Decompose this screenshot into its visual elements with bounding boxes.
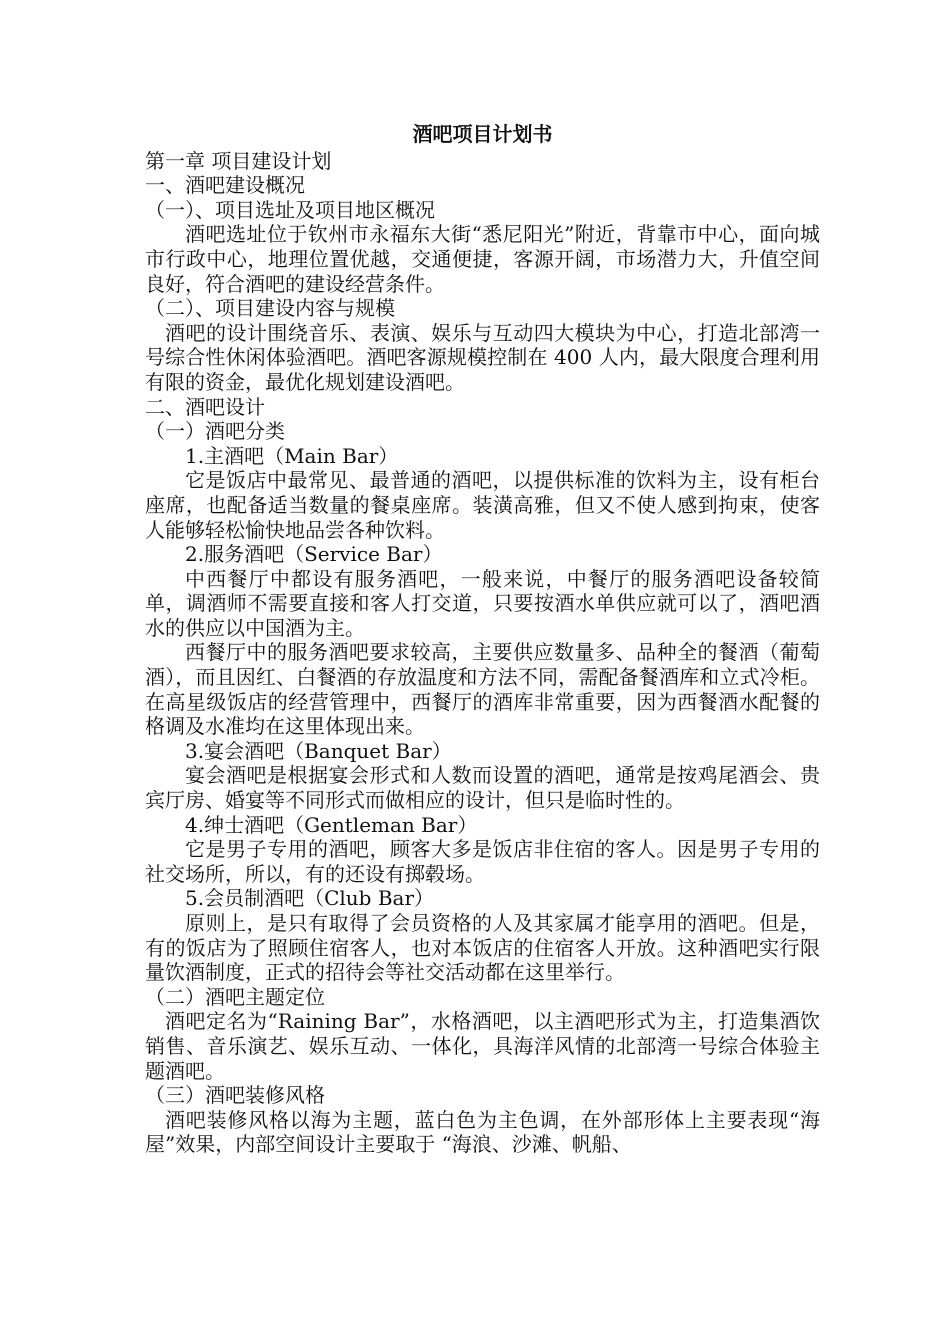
subsection-heading-site: （一）、项目选址及项目地区概况 <box>145 197 435 222</box>
paragraph-style: 酒吧装修风格以海为主题，蓝白色为主色调，在外部形体上主要表现“海屋”效果，内部空间设计主要取于 “海浪、沙滩、帆船、 <box>145 1107 820 1157</box>
bar-type-text-gentleman: 它是男子专用的酒吧，顾客大多是饭店非住宿的客人。因是男子专用的社交场所，所以，有的还设有掷毂场。 <box>145 837 820 886</box>
bar-type-title-banquet: 3.宴会酒吧（Banquet Bar） <box>185 738 452 763</box>
bar-type-title-gentleman: 4.绅士酒吧（Gentleman Bar） <box>185 812 478 837</box>
bar-type-text-banquet: 宴会酒吧是根据宴会形式和人数而设置的酒吧，通常是按鸡尾酒会、贵宾厅房、婚宴等不同形式而做相应的设计，但只是临时性的。 <box>145 763 820 813</box>
document-title: 酒吧项目计划书 <box>412 122 553 146</box>
bar-type-text-main: 它是饭店中最常见、最普通的酒吧，以提供标准的饮料为主，设有柜台座席，也配备适当数量的餐桌座席。装潢高雅，但又不使人感到拘束，使客人能够轻松愉快地品尝各种饮料。 <box>145 468 820 542</box>
paragraph-scope: 酒吧的设计围绕音乐、表演、娱乐与互动四大模块为中心，打造北部湾一号综合性休闲体验酒吧。酒吧客源规模控制在 400 人内，最大限度合理利用有限的资金，最优化规划建设酒吧。 <box>145 320 820 394</box>
bar-type-title-service: 2.服务酒吧（Service Bar） <box>185 542 443 567</box>
chapter-heading: 第一章 项目建设计划 <box>145 148 332 173</box>
paragraph-site: 酒吧选址位于钦州市永福东大街“悉尼阳光”附近，背靠市中心，面向城市行政中心，地理位置优越，交通便捷，客源开阔，市场潜力大，升值空间良好，符合酒吧的建设经营条件。 <box>145 222 820 296</box>
subsection-heading-scope: （二）、项目建设内容与规模 <box>145 296 395 321</box>
bar-type-text-service-1: 中西餐厅中都设有服务酒吧，一般来说，中餐厅的服务酒吧设备较简单，调酒师不需要直接和客人打交道，只要按酒水单供应就可以了，酒吧酒水的供应以中国酒为主。 <box>145 566 820 640</box>
document-page <box>145 122 820 1157</box>
section-heading-2: 二、酒吧设计 <box>145 394 265 419</box>
bar-type-title-club: 5.会员制酒吧（Club Bar） <box>185 886 435 911</box>
bar-type-text-club: 原则上，是只有取得了会员资格的人及其家属才能享用的酒吧。但是，有的饭店为了照顾住宿客人，也对本饭店的住宿客人开放。这种酒吧实行限量饮酒制度，正式的招待会等社交活动都在这里举行。 <box>145 911 820 985</box>
bar-type-title-main: 1.主酒吧（Main Bar） <box>185 443 399 468</box>
subsection-heading-types: （一）酒吧分类 <box>145 419 285 444</box>
paragraph-theme: 酒吧定名为“Raining Bar”，水格酒吧，以主酒吧形式为主，打造集酒饮销售、音乐演艺、娱乐互动、一体化，具海洋风情的北部湾一号综合体验主题酒吧。 <box>145 1009 820 1083</box>
subsection-heading-theme: （二）酒吧主题定位 <box>145 984 325 1009</box>
subsection-heading-style: （三）酒吧装修风格 <box>145 1083 325 1108</box>
section-heading-1: 一、酒吧建设概况 <box>145 173 305 198</box>
bar-type-text-service-2: 西餐厅中的服务酒吧要求较高，主要供应数量多、品种全的餐酒（葡萄酒），而且因红、白餐酒的存放温度和方法不同，需配备餐酒库和立式冷柜。在高星级饭店的经营管理中，西餐厅的酒库非常重要，因为西餐酒水配餐的格调及水准均在这里体现出来。 <box>145 640 820 739</box>
